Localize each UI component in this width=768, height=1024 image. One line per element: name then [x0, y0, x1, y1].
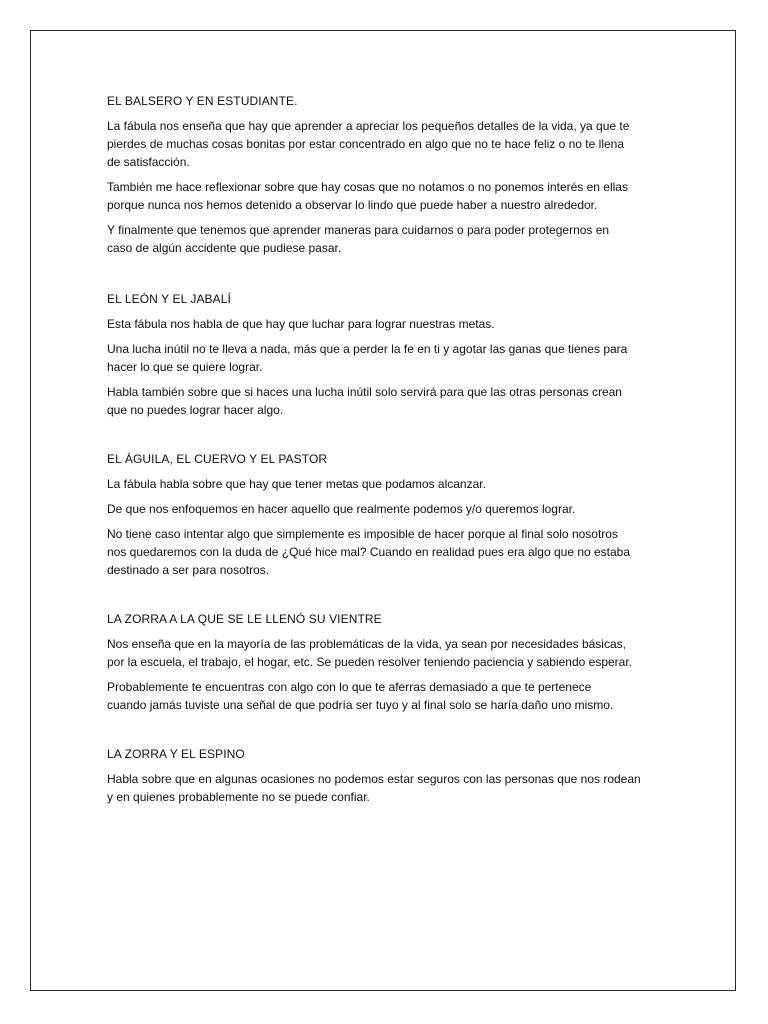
paragraph: La fábula nos enseña que hay que aprender a apreciar los pequeños detalles de la vida, ya que te pierdes de muchas cosas bonitas por estar concentrado en algo que no te hace feliz o no te llena de satisfacción. [107, 119, 630, 169]
paragraph: También me hace reflexionar sobre que hay cosas que no notamos o no ponemos interés en ellas porque nunca nos hemos detenido a observar lo lindo que puede haber a nuestro alrededor. [107, 180, 628, 212]
paragraph: Habla también sobre que si haces una lucha inútil solo servirá para que las otras personas crean que no puedes lograr hacer algo. [107, 385, 622, 417]
paragraph: Y finalmente que tenemos que aprender maneras para cuidarnos o para poder protegernos en caso de algún accidente que pudiese pasar. [107, 223, 610, 255]
paragraph: Habla sobre que en algunas ocasiones no podemos estar seguros con las personas que nos rodean y en quienes probablemente no se puede confiar. [107, 772, 641, 804]
paragraph: Probablemente te encuentras con algo con lo que te aferras demasiado a que te pertenece cuando jamás tuviste una señal de que podría ser tuyo y al final solo se haría daño uno mismo. [107, 680, 614, 712]
paragraph: De que nos enfoquemos en hacer aquello que realmente podemos y/o queremos lograr. [107, 502, 576, 516]
section-zorra-vientre [107, 610, 667, 714]
paragraph: Una lucha inútil no te lleva a nada, más que a perder la fe en ti y agotar las ganas que tienes para hacer lo que se quiere lograr. [107, 342, 628, 374]
section-balsero [107, 92, 667, 257]
section-heading: LA ZORRA A LA QUE SE LE LLENÓ SU VIENTRE [107, 612, 382, 626]
section-heading: EL BALSERO Y EN ESTUDIANTE. [107, 94, 298, 108]
paragraph: Esta fábula nos habla de que hay que luchar para lograr nuestras metas. [107, 317, 495, 331]
section-heading: EL ÁGUILA, EL CUERVO Y EL PASTOR [107, 452, 328, 466]
paragraph: No tiene caso intentar algo que simplemente es imposible de hacer porque al final solo nosotros nos quedaremos con la duda de ¿Qué hice mal? Cuando en realidad pues era algo que no estaba destinado a ser para nosotros. [107, 527, 631, 577]
section-leon-jabali [107, 290, 667, 419]
section-heading: LA ZORRA Y EL ESPINO [107, 747, 245, 761]
paragraph: La fábula habla sobre que hay que tener metas que podamos alcanzar. [107, 477, 486, 491]
section-zorra-espino [107, 745, 667, 806]
section-heading: EL LEÓN Y EL JABALÍ [107, 292, 231, 306]
section-aguila-cuervo-pastor [107, 450, 667, 579]
document-body [107, 92, 667, 813]
paragraph: Nos enseña que en la mayoría de las problemáticas de la vida, ya sean por necesidades básicas, por la escuela, el trabajo, el hogar, etc. Se pueden resolver teniendo paciencia y sabiendo esperar. [107, 637, 633, 669]
